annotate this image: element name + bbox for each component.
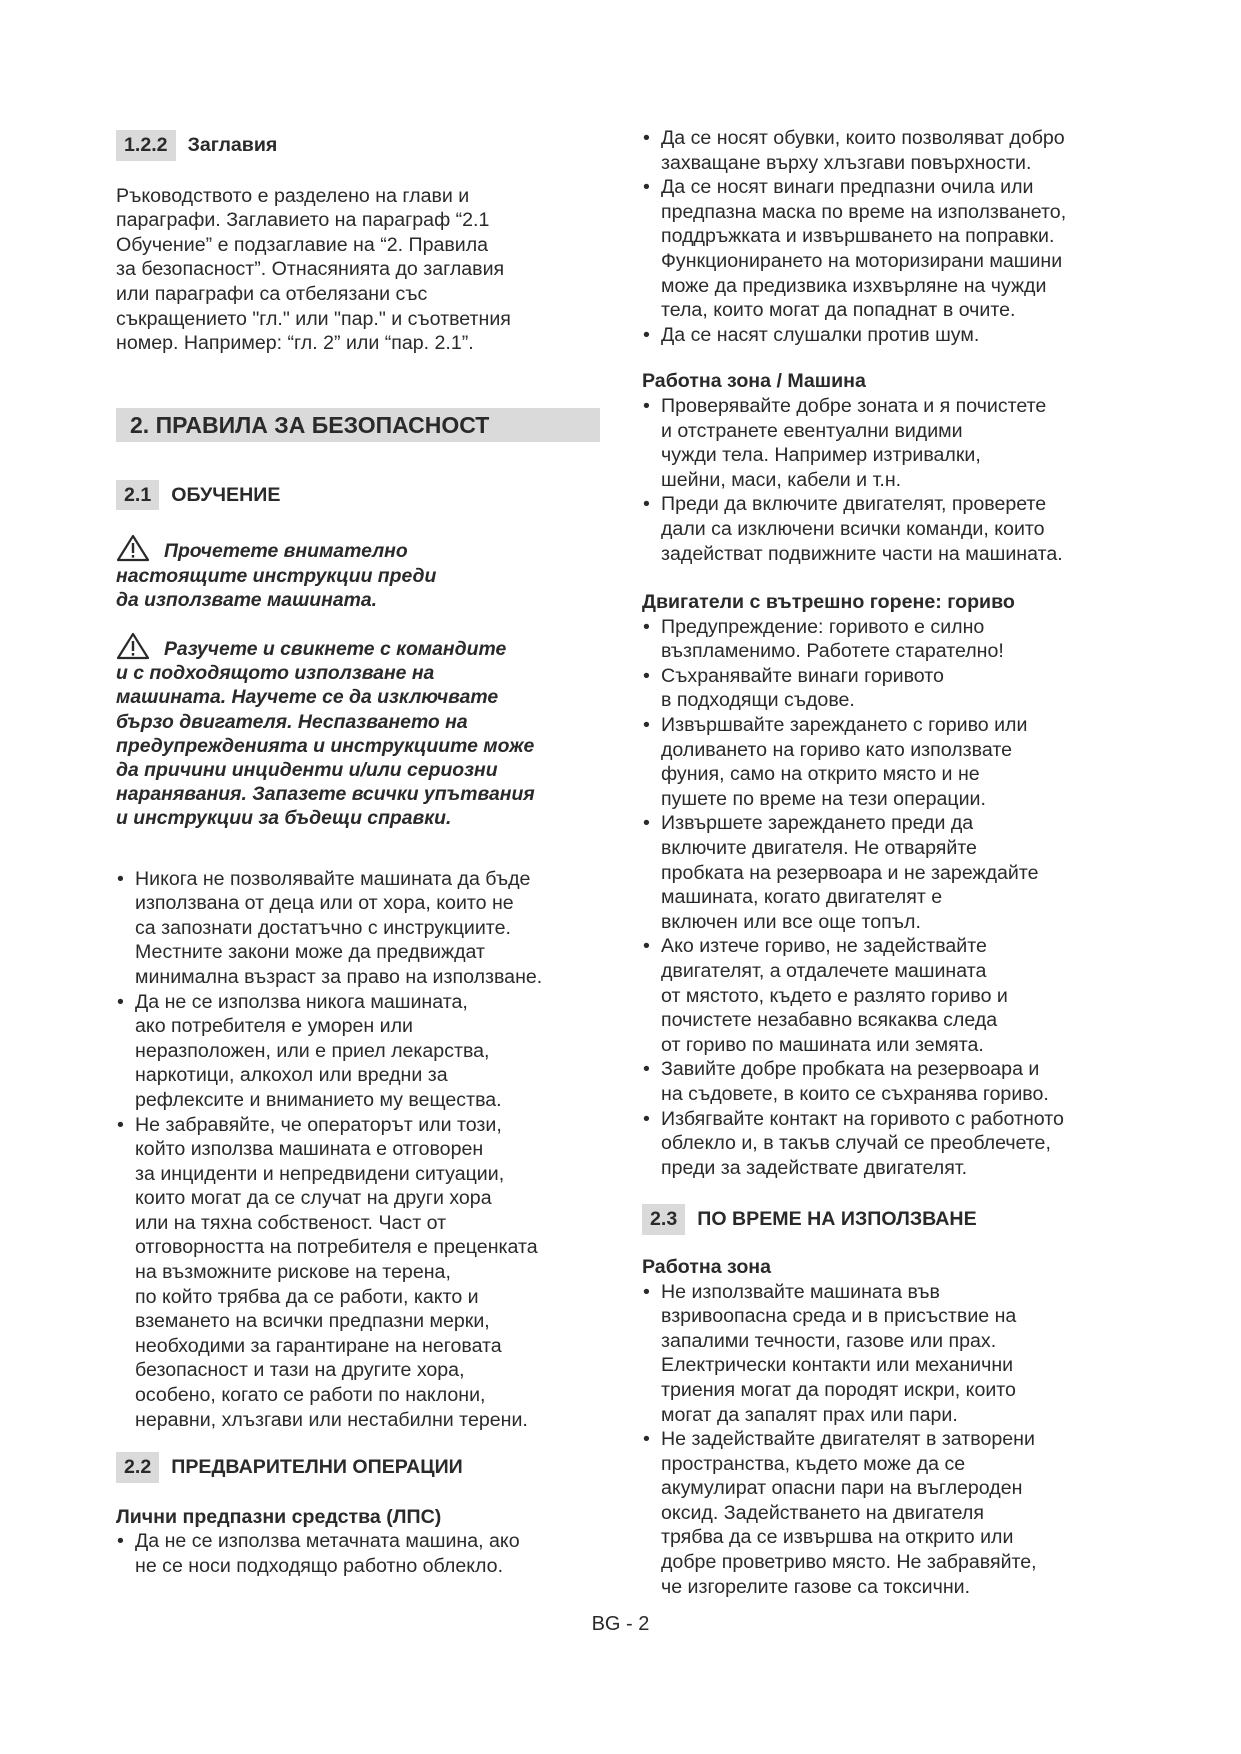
- text-line: • Никога не позволявайте машината да бъде: [135, 867, 531, 890]
- section-2-1-bullet-list: [116, 867, 606, 1433]
- warning-read-instructions: [116, 534, 606, 612]
- text-line: Обучение” е подзаглавие на “2. Правила: [116, 233, 489, 256]
- list-item: [642, 1280, 1142, 1428]
- warning-line: Прочетете внимателно: [164, 540, 408, 563]
- text-line: • Да не се използва метачната машина, ако: [135, 1530, 520, 1553]
- text-line: пространства, където може да се: [661, 1452, 966, 1475]
- section-number: 2.1: [116, 480, 159, 511]
- warning-triangle-icon: [116, 534, 150, 562]
- section-number: 1.2.2: [116, 130, 176, 161]
- work-area-bullet-list: [642, 394, 1142, 566]
- text-line: взривоопасна среда и в присъствие на: [661, 1305, 1017, 1328]
- warning-line: и инструкции за бъдещи справки.: [116, 807, 452, 830]
- warning-line: настоящите инструкции преди: [116, 564, 437, 587]
- ppe-continued-bullet-list: [642, 126, 1142, 347]
- text-line: от мястото, където е разлято гориво и: [661, 984, 1008, 1007]
- text-line: • Завийте добре пробката на резервоара и: [661, 1058, 1040, 1081]
- text-line: поддръжката и извършването на поправки.: [661, 225, 1055, 248]
- text-line: Местните закони може да предвиждат: [135, 941, 485, 964]
- text-line: • Да не се използва никога машината,: [135, 990, 468, 1013]
- text-line: могат да запалят прах или пари.: [661, 1403, 958, 1426]
- list-item: [642, 1107, 1142, 1181]
- list-item: [642, 126, 1142, 175]
- text-line: които могат да се случат на други хора: [135, 1187, 492, 1210]
- fuel-subheading: Двигатели с вътрешно горене: гориво: [642, 591, 1015, 614]
- text-line: • Не използвайте машината във: [661, 1280, 940, 1303]
- text-line: по който трябва да се работи, както и: [135, 1285, 479, 1308]
- text-line: дали са изключени всички команди, които: [661, 517, 1045, 540]
- text-line: който използва машината е отговорен: [135, 1138, 484, 1161]
- text-line: • Да се носят винаги предпазни очила или: [661, 176, 1034, 199]
- warning-line: наранявания. Запазете всички упътвания: [116, 783, 535, 806]
- usage-bullet-list: [642, 1280, 1142, 1600]
- text-line: неравни, хлъзгави или нестабилни терени.: [135, 1408, 528, 1431]
- text-line: може да предизвика изхвърляне на чужди: [661, 274, 1047, 297]
- text-line: от гориво по машината или земята.: [661, 1033, 984, 1056]
- text-line: на възможните рискове на терена,: [135, 1261, 451, 1284]
- list-item: [642, 1427, 1142, 1599]
- text-line: номер. Например: “гл. 2” или “пар. 2.1”.: [116, 332, 474, 355]
- text-line: Ръководството е разделено на глави и: [116, 184, 470, 207]
- text-line: включен или все още топъл.: [661, 910, 921, 933]
- list-item: [642, 664, 1142, 713]
- text-line: не се носи подходящо работно облекло.: [135, 1555, 504, 1578]
- section-title: ПРЕДВАРИТЕЛНИ ОПЕРАЦИИ: [171, 1456, 463, 1479]
- text-line: двигателят, а отдалечете машината: [661, 960, 987, 982]
- warning-line: Разучете и свикнете с командите: [164, 637, 507, 660]
- text-line: • Преди да включите двигателят, проверете: [661, 493, 1047, 516]
- text-line: запалими течности, газове или прах.: [661, 1329, 997, 1352]
- warning-triangle-icon: [116, 632, 150, 660]
- text-line: и отстранете евентуални видими: [661, 419, 963, 442]
- warning-line: и с подходящото използване на: [116, 662, 435, 685]
- text-line: минимална възраст за право на използване.: [135, 965, 543, 988]
- text-line: особено, когато се работи по наклони,: [135, 1384, 486, 1407]
- section-number: 2.3: [642, 1204, 685, 1235]
- text-line: фуния, само на открито място и не: [661, 763, 980, 786]
- text-line: параграфи. Заглавието на параграф “2.1: [116, 209, 490, 232]
- list-item: [642, 811, 1142, 934]
- list-item: [642, 934, 1142, 1057]
- text-line: неразположен, или е приел лекарства,: [135, 1039, 490, 1062]
- text-line: възпламенимо. Работете старателно!: [661, 640, 1004, 663]
- text-line: или на тяхна собственост. Част от: [135, 1211, 447, 1234]
- warning-line: предупрежденията и инструкциите може: [116, 734, 535, 757]
- section-1-2-2-paragraph: [116, 184, 606, 356]
- text-line: • Ако изтече гориво, не задействайте: [661, 935, 987, 958]
- work-area-machine-subheading: Работна зона / Машина: [642, 370, 866, 393]
- warning-line: машината. Научете се да изключвате: [116, 686, 499, 709]
- text-line: използвана от деца или от хора, които не: [135, 892, 514, 915]
- text-line: захващане върху хлъзгави повърхности.: [661, 151, 1032, 174]
- left-column: [116, 130, 606, 1579]
- text-line: или параграфи са отбелязани със: [116, 282, 428, 305]
- list-item: [642, 713, 1142, 811]
- section-title: ПО ВРЕМЕ НА ИЗПОЛЗВАНЕ: [697, 1208, 977, 1231]
- text-line: триения могат да породят искри, които: [661, 1378, 1016, 1401]
- list-item: [642, 615, 1142, 664]
- text-line: в подходящи съдове.: [661, 689, 855, 712]
- text-line: включите двигателя. Не отваряйте: [661, 837, 977, 860]
- section-2-1-heading: [116, 480, 606, 511]
- text-line: • Да се насят слушалки против шум.: [661, 323, 980, 346]
- text-line: Функционирането на моторизирани машини: [661, 249, 1063, 272]
- list-item: [642, 1057, 1142, 1106]
- text-line: почистете незабавно всякаква следа: [661, 1009, 998, 1032]
- text-line: тела, които могат да попаднат в очите.: [661, 299, 1016, 322]
- list-item: [116, 1529, 606, 1578]
- section-number: 2.2: [116, 1452, 159, 1483]
- text-line: оксид. Задействането на двигателя: [661, 1501, 984, 1524]
- section-2-3-heading: [642, 1204, 1142, 1235]
- text-line: съкращението "гл." или "пар." и съответния: [116, 307, 511, 330]
- text-line: за инциденти и непредвидени ситуации,: [135, 1162, 505, 1185]
- text-line: рефлексите и вниманието му вещества.: [135, 1088, 502, 1111]
- text-line: задействат подвижните части на машината.: [661, 542, 1063, 565]
- warning-line: да използвате машината.: [116, 588, 378, 611]
- text-line: • Извършвайте зареждането с гориво или: [661, 714, 1028, 737]
- text-line: пробката на резервоара и не зареждайте: [661, 861, 1039, 884]
- text-line: • Не задействайте двигателят в затворени: [661, 1428, 1035, 1451]
- text-line: чужди тела. Например изтривалки,: [661, 444, 981, 467]
- text-line: • Извършете зареждането преди да: [661, 812, 974, 835]
- warning-line: да причини инциденти и/или сериозни: [116, 758, 498, 781]
- ppe-bullet-list: [116, 1529, 606, 1578]
- warning-learn-controls: [116, 632, 606, 831]
- text-line: предпазна маска по време на използването,: [661, 200, 1067, 223]
- text-line: Електрически контакти или механични: [661, 1354, 1014, 1377]
- warning-line: бързо двигателя. Неспазването на: [116, 710, 468, 733]
- section-2-2-heading: [116, 1452, 606, 1483]
- section-1-2-2-heading: [116, 130, 606, 161]
- text-line: вземането на всички предпазни мерки,: [135, 1310, 490, 1333]
- text-line: • Избягвайте контакт на горивото с работното: [661, 1107, 1064, 1130]
- fuel-bullet-list: [642, 615, 1142, 1181]
- text-line: доливането на гориво като използвате: [661, 738, 1012, 761]
- list-item: [642, 394, 1142, 492]
- list-item: [116, 867, 606, 990]
- text-line: шейни, маси, кабели и т.н.: [661, 468, 902, 491]
- text-line: трябва да се извършва на открито или: [661, 1526, 1014, 1549]
- section-title: Заглавия: [187, 134, 278, 156]
- text-line: ако потребителя е уморен или: [135, 1015, 413, 1038]
- list-item: [116, 1113, 606, 1433]
- section-title: ОБУЧЕНИЕ: [171, 483, 281, 506]
- text-line: наркотици, алкохол или вредни за: [135, 1064, 448, 1087]
- text-line: за безопасност”. Отнасянията до заглавия: [116, 258, 505, 281]
- text-line: • Предупреждение: горивото е силно: [661, 615, 985, 638]
- text-line: са запознати достатъчно с инструкциите.: [135, 916, 511, 939]
- text-line: безопасност и тази на другите хора,: [135, 1359, 465, 1382]
- text-line: на съдовете, в които се съхранява гориво.: [661, 1082, 1049, 1105]
- text-line: • Да се носят обувки, които позволяват добро: [661, 127, 1065, 149]
- text-line: машината, когато двигателят е: [661, 886, 943, 909]
- page-number: BG - 2: [591, 1613, 650, 1635]
- list-item: [642, 175, 1142, 323]
- text-line: че изгорелите газове са токсични.: [661, 1575, 971, 1598]
- text-line: необходими за гарантиране на неговата: [135, 1334, 502, 1357]
- text-line: • Не забравяйте, че операторът или този,: [135, 1113, 502, 1136]
- text-line: акумулират опасни пари на въглероден: [661, 1477, 1023, 1500]
- text-line: • Съхранявайте винаги горивото: [661, 664, 944, 687]
- text-line: облекло и, в такъв случай се преоблечете,: [661, 1132, 1051, 1155]
- work-area-subheading: Работна зона: [642, 1255, 772, 1278]
- text-line: • Проверявайте добре зоната и я почистете: [661, 394, 1047, 417]
- chapter-2-heading: 2. ПРАВИЛА ЗА БЕЗОПАСНОСТ: [116, 408, 600, 442]
- list-item: [116, 990, 606, 1113]
- text-line: отговорността на потребителя е преценката: [135, 1236, 538, 1259]
- right-column: [642, 126, 1142, 1599]
- ppe-subheading: Лични предпазни средства (ЛПС): [116, 1505, 442, 1528]
- list-item: [642, 323, 1142, 348]
- text-line: пушете по време на тези операции.: [661, 787, 986, 810]
- text-line: добре проветриво място. Не забравяйте,: [661, 1551, 1037, 1574]
- text-line: преди за задействате двигателят.: [661, 1156, 968, 1179]
- list-item: [642, 492, 1142, 566]
